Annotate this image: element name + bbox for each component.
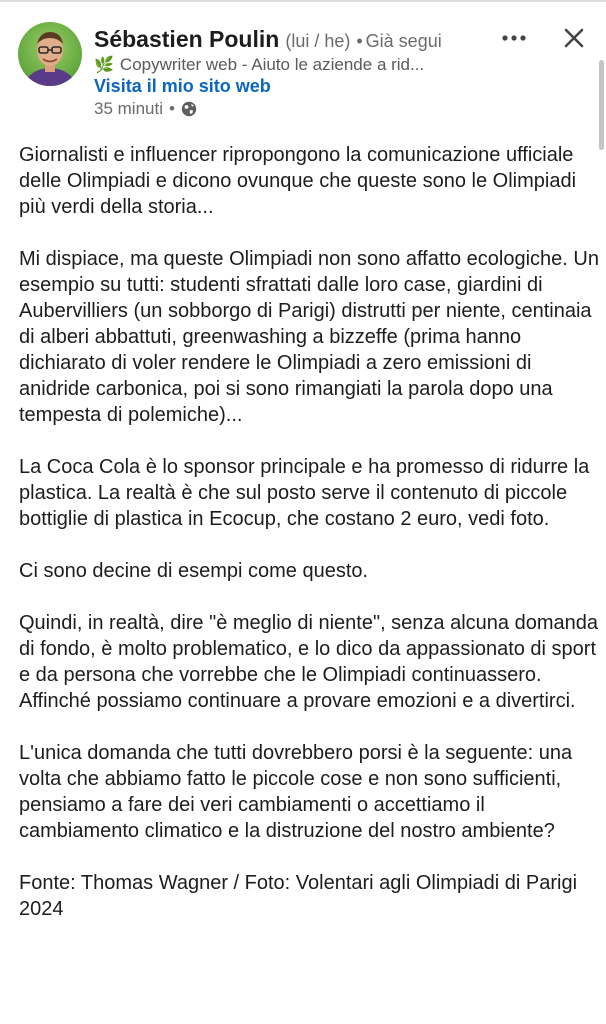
post-paragraph: La Coca Cola è lo sponsor principale e ha promesso di ridurre la plastica. La realtà è che sul posto serve il contenuto di piccole bottiglie di plastica in Ecocup, che costano 2 euro, vedi foto. xyxy=(19,456,590,530)
post-paragraph: Ci sono decine di esempi come questo. xyxy=(19,560,369,582)
follow-status: Già segui xyxy=(365,31,442,51)
author-name[interactable]: Sébastien Poulin xyxy=(94,26,280,52)
close-icon xyxy=(564,28,584,48)
scrollbar[interactable] xyxy=(599,60,604,150)
author-headline: Copywriter web - Aiuto le aziende a rid... xyxy=(119,55,425,74)
author-pronouns: (lui / he) xyxy=(285,31,351,51)
author-headline-row xyxy=(94,54,424,77)
post-meta xyxy=(94,98,197,120)
post-time: 35 minuti xyxy=(94,99,163,118)
website-link[interactable]: Visita il mio sito web xyxy=(94,76,271,96)
dot-separator: • xyxy=(356,31,363,51)
top-divider xyxy=(0,0,606,2)
more-horizontal-icon xyxy=(501,34,527,42)
post-body xyxy=(19,142,599,948)
close-button[interactable] xyxy=(558,22,590,54)
leaf-emoji-icon: 🌿 xyxy=(94,57,114,74)
post-paragraph: Quindi, in realtà, dire "è meglio di niente", senza alcuna domanda di fondo, è molto problematico, e lo dico da appassionato di sport e da persona che vorrebbe che le Olimpiadi continuassero. Affinché possiamo continuare a provare emozioni e a divertirci. xyxy=(19,612,598,712)
profile-photo-icon xyxy=(18,22,82,86)
avatar[interactable] xyxy=(18,22,82,86)
more-options-button[interactable] xyxy=(498,22,530,54)
post-paragraph: Giornalisti e influencer ripropongono la comunicazione ufficiale delle Olimpiadi e dicono ovunque che queste sono le Olimpiadi più verdi della storia... xyxy=(19,144,577,218)
author-line xyxy=(94,24,494,58)
meta-separator: • xyxy=(168,99,175,118)
post-paragraph: Mi dispiace, ma queste Olimpiadi non sono affatto ecologiche. Un esempio su tutti: studenti sfrattati dalle loro case, giardini di Aubervilliers (un sobborgo di Parigi) distrutti per niente, centinaia di alberi abbattuti, greenwashing a bizzeffe (prima hanno dichiarato di voler rendere le Olimpiadi a zero emissioni di anidride carbonica, poi si sono rimangiati la parola dopo una tempesta di polemiche)... xyxy=(19,248,599,426)
globe-icon xyxy=(181,101,197,117)
post-paragraph: Fonte: Thomas Wagner / Foto: Volentari agli Olimpiadi di Parigi 2024 xyxy=(19,872,578,920)
post-paragraph: L'unica domanda che tutti dovrebbero porsi è la seguente: una volta che abbiamo fatto le piccole cose e non sono sufficienti, pensiamo a fare dei veri cambiamenti o accettiamo il cambiamento climatico e la distruzione del nostro ambiente? xyxy=(19,742,573,842)
